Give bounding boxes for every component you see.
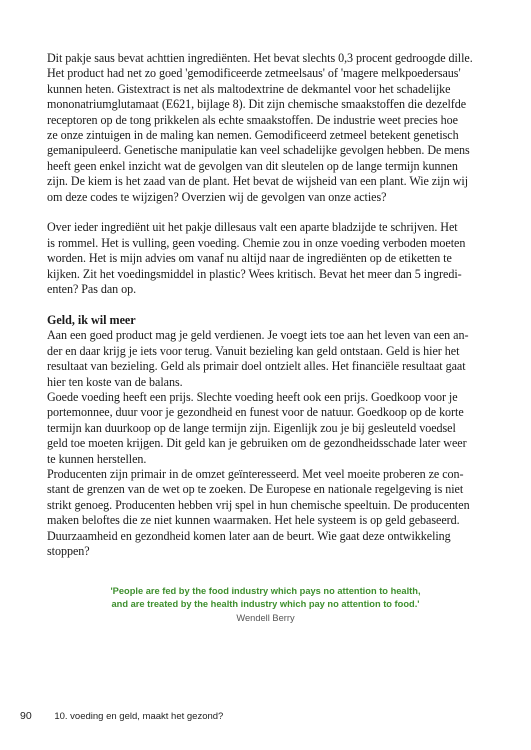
second-paragraph <box>47 220 499 297</box>
text-line: ze onze zintuigen in de maling kan nemen. Gemodificeerd zetmeel betekent genetisch <box>47 128 459 143</box>
text-line: kijken. Zit het voedingsmiddel in plastic? Wees kritisch. Bevat het meer dan 5 ingredi- <box>47 266 462 281</box>
text-line: stant de grenzen van de wet op te zoeken. De Europese en nationale regelgeving is niet <box>47 482 464 497</box>
text-line: Producenten zijn primair in de omzet geïnteresseerd. Met veel moeite proberen ze con- <box>47 466 464 481</box>
text-line: gemanipuleerd. Genetische manipulatie kan veel schadelijke gevolgen hebben. De mens <box>47 143 470 158</box>
quote-line: and are treated by the health industry which pay no attention to food.' <box>111 599 420 610</box>
text-line: is rommel. Het is vulling, geen voeding. Chemie zou in onze voeding verboden moeten <box>47 235 466 250</box>
page-footer <box>20 710 223 722</box>
text-line: enten? Pas dan op. <box>47 282 137 297</box>
intro-paragraph <box>47 51 499 205</box>
text-line: heeft geen enkel inzicht wat de gevolgen van dit sleutelen op de lange termijn kunnen <box>47 158 458 173</box>
text-line: portemonnee, duur voor je gezondheid en funest voor de natuur. Goedkoop op de korte <box>47 405 464 420</box>
quote-author: Wendell Berry <box>236 612 295 623</box>
text-line: te kunnen herstellen. <box>47 451 147 466</box>
text-line: Dit pakje saus bevat achttien ingrediënten. Het bevat slechts 0,3 procent gedroogde dille. <box>47 51 473 65</box>
text-line: Het product had net zo goed 'gemodificeerde zetmeelsaus' of 'magere melkpoedersaus' <box>47 66 461 81</box>
section-paragraph-3 <box>47 467 499 559</box>
text-line: receptoren op de tong prikkelen als echte smaakstoffen. De industrie weet precies hoe <box>47 112 458 127</box>
pull-quote <box>0 585 531 625</box>
text-line: resultaat van bezieling. Geld als primair doel ontzielt alles. Het financiële resultaat gaat <box>47 359 466 374</box>
text-line: om deze codes te wijzigen? Overzien wij de gevolgen van onze acties? <box>47 189 387 204</box>
paragraph-spacer <box>47 297 499 312</box>
text-line: der en daar krijg je iets voor terug. Vanuit bezieling kan geld ontstaan. Geld is hier het <box>47 343 460 358</box>
text-line: Aan een goed product mag je geld verdienen. Je voegt iets toe aan het leven van een an- <box>47 328 469 343</box>
paragraph-spacer <box>47 205 499 220</box>
text-line: geld toe moeten krijgen. Dit geld kan je gebruiken om de gezondheidsschade later weer <box>47 436 467 451</box>
text-line: maken beloftes die ze niet kunnen waarmaken. Het hele systeem is op geld gebaseerd. <box>47 513 460 528</box>
text-line: worden. Het is mijn advies om vanaf nu altijd naar de ingrediënten op de etiketten te <box>47 251 452 266</box>
chapter-title: 10. voeding en geld, maakt het gezond? <box>54 711 224 722</box>
page-body <box>47 51 499 559</box>
text-line: hier ten koste van de balans. <box>47 374 183 389</box>
text-line: strikt genoeg. Producenten hebben vrij spel in hun chemische speeltuin. De producenten <box>47 497 470 512</box>
text-line: stoppen? <box>47 543 90 558</box>
section-heading: Geld, ik wil meer <box>47 312 136 327</box>
text-line: Over ieder ingrediënt uit het pakje dillesaus valt een aparte bladzijde te schrijven. Het <box>47 220 458 235</box>
page-number: 90 <box>20 710 32 722</box>
text-line: Duurzaamheid en gezondheid komen later aan de beurt. Wie gaat deze ontwikkeling <box>47 528 451 543</box>
text-line: zijn. De kiem is het zaad van de plant. Het bevat de wijsheid van een plant. Wie zijn wij <box>47 174 469 189</box>
quote-line: 'People are fed by the food industry which pays no attention to health, <box>110 586 421 596</box>
text-line: mononatriumglutamaat (E621, bijlage 8). Dit zijn chemische smaakstoffen die dezelfde <box>47 97 467 112</box>
section-paragraph-2 <box>47 390 499 467</box>
text-line: termijn kan duurkoop op de lange termijn zijn. Eigenlijk zou je bij gesleuteld voedsel <box>47 420 456 435</box>
text-line: Goede voeding heeft een prijs. Slechte voeding heeft ook een prijs. Goedkoop voor je <box>47 389 458 404</box>
section-paragraph-1 <box>47 328 499 390</box>
text-line: kunnen heten. Gistextract is net als maltodextrine de dekmantel voor het schadelijke <box>47 81 451 96</box>
